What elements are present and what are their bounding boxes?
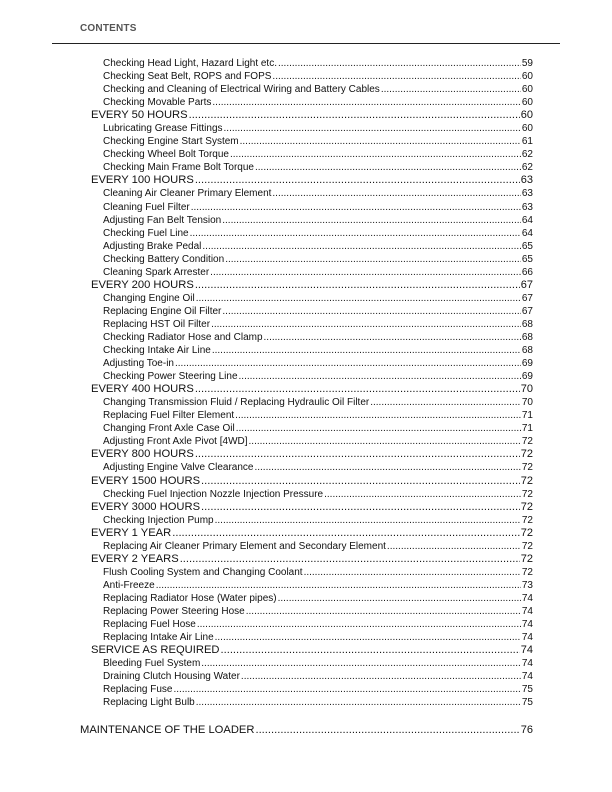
toc-entry-page-number: 70 [520,383,533,396]
toc-entry-title: Checking Power Steering Line [103,371,238,383]
toc-entry-title: Checking Injection Pump [103,514,214,526]
toc-entry-page-number: 62 [521,149,533,161]
toc-entry-page-number: 65 [521,240,533,252]
toc-entry[interactable] [103,318,533,331]
toc-entry[interactable] [103,122,533,135]
page-header: CONTENTS [80,23,137,34]
toc-entry[interactable] [103,422,533,435]
dot-leader [240,135,521,148]
dot-leader [190,227,521,240]
dot-leader [202,240,520,253]
toc-entry-title: Replacing Radiator Hose (Water pipes) [103,592,277,604]
toc-entry-title: Anti-Freeze [103,579,155,591]
toc-entry-page-number: 64 [521,214,533,226]
toc-section-heading[interactable] [91,475,533,488]
toc-entry[interactable] [103,657,533,670]
toc-entry[interactable] [103,96,533,109]
dot-leader [215,514,521,527]
table-of-contents [0,57,612,737]
toc-entry-title: Replacing Fuel Hose [103,619,196,631]
dot-leader [254,461,520,474]
toc-entry[interactable] [103,579,533,592]
dot-leader [222,305,520,318]
dot-leader [387,540,521,553]
toc-chapter-heading[interactable] [80,724,533,737]
toc-entry-page-number: 74 [520,644,533,657]
toc-entry-page-number: 71 [521,410,533,422]
toc-entry-title: EVERY 100 HOURS [91,174,194,187]
header-rule [52,43,560,44]
toc-entry-page-number: 72 [520,526,533,539]
dot-leader [175,357,521,370]
toc-entry-title: Checking Engine Start System [103,136,239,148]
toc-entry-title: Checking Wheel Bolt Torque [103,149,229,161]
toc-entry-title: Replacing Engine Oil Filter [103,305,222,317]
toc-entry-title: SERVICE AS REQUIRED [91,644,220,657]
dot-leader [201,475,520,488]
dot-leader [236,422,521,435]
toc-entry[interactable] [103,396,533,409]
toc-entry-title: Replacing Power Steering Hose [103,605,245,617]
toc-entry-title: Cleaning Spark Arrester [103,266,210,278]
dot-leader [381,83,521,96]
toc-entry-page-number: 72 [520,552,533,565]
toc-entry[interactable] [103,461,533,474]
toc-entry-page-number: 68 [521,331,533,343]
dot-leader [173,683,520,696]
dot-leader [195,174,520,187]
dot-leader [246,605,521,618]
toc-entry-page-number: 59 [521,58,533,69]
dot-leader [249,435,521,448]
dot-leader [230,148,521,161]
toc-entry-title: Replacing Air Cleaner Primary Element and Secondary Element [103,540,386,552]
toc-entry[interactable] [103,148,533,161]
toc-section-heading[interactable] [91,174,533,187]
toc-entry-title: EVERY 3000 HOURS [91,500,201,513]
toc-entry-title: MAINTENANCE OF THE LOADER [80,724,255,737]
dot-leader [195,383,520,396]
dot-leader [235,409,521,422]
dot-leader [224,122,521,135]
toc-section-heading[interactable] [91,527,533,540]
toc-entry-page-number: 71 [521,423,533,435]
toc-entry-page-number: 66 [521,266,533,278]
toc-entry-page-number: 74 [521,658,533,670]
toc-entry-title: Adjusting Front Axle Pivot [4WD] [103,436,248,448]
toc-entry-page-number: 72 [521,488,533,500]
toc-entry[interactable] [103,331,533,344]
dot-leader [222,214,521,227]
dot-leader [221,644,520,657]
toc-entry-page-number: 67 [521,305,533,317]
toc-section-heading[interactable] [91,109,533,122]
toc-entry-title: Cleaning Fuel Filter [103,201,190,213]
toc-entry-title: EVERY 800 HOURS [91,448,194,461]
toc-entry-page-number: 65 [521,253,533,265]
toc-entry-page-number: 75 [521,684,533,696]
toc-entry[interactable] [103,370,533,383]
toc-entry-page-number: 74 [521,619,533,631]
toc-entry[interactable] [103,201,533,214]
toc-entry-title: Changing Front Axle Case Oil [103,423,235,435]
toc-entry-page-number: 62 [521,162,533,174]
toc-entry[interactable] [103,344,533,357]
toc-entry-page-number: 74 [521,605,533,617]
toc-entry-title: Changing Engine Oil [103,292,195,304]
toc-entry-title: Cleaning Air Cleaner Primary Element [103,188,272,200]
toc-entry-page-number: 75 [521,697,533,709]
toc-entry[interactable] [103,305,533,318]
dot-leader [272,70,520,83]
toc-entry[interactable] [103,514,533,527]
toc-entry[interactable] [103,618,533,631]
toc-section-heading[interactable] [91,383,533,396]
toc-entry[interactable] [103,161,533,174]
toc-entry-title: Adjusting Engine Valve Clearance [103,462,254,474]
toc-entry-page-number: 69 [521,358,533,370]
toc-entry[interactable] [103,240,533,253]
dot-leader [212,96,520,109]
toc-entry-page-number: 72 [521,566,533,578]
dot-leader [196,696,521,709]
dot-leader [278,57,521,70]
toc-entry-title: EVERY 50 HOURS [91,109,188,122]
toc-entry-title: Checking Battery Condition [103,253,225,265]
toc-entry[interactable] [103,566,533,579]
toc-entry-title: Replacing Fuel Filter Element [103,410,235,422]
toc-entry[interactable] [103,135,533,148]
toc-section-heading[interactable] [91,448,533,461]
dot-leader [304,566,521,579]
dot-leader [210,266,521,279]
toc-entry[interactable] [103,488,533,501]
toc-entry[interactable] [103,540,533,553]
toc-entry-page-number: 72 [520,500,533,513]
toc-entry-page-number: 74 [521,592,533,604]
dot-leader [156,579,521,592]
dot-leader [201,501,520,514]
toc-entry-title: Checking and Cleaning of Electrical Wiring and Battery Cables [103,84,380,96]
toc-entry-page-number: 74 [521,632,533,644]
toc-entry[interactable] [103,187,533,200]
toc-entry-title: Checking Intake Air Line [103,345,211,357]
dot-leader [264,331,521,344]
dot-leader [239,370,521,383]
toc-entry[interactable] [103,670,533,683]
toc-section-heading[interactable] [91,644,533,657]
toc-entry-title: Replacing HST Oil Filter [103,318,211,330]
toc-entry-page-number: 68 [521,318,533,330]
toc-entry-title: EVERY 400 HOURS [91,383,194,396]
toc-entry-title: Checking Fuel Injection Nozzle Injection Pressure [103,488,324,500]
toc-entry-page-number: 60 [521,71,533,83]
toc-entry-title: EVERY 200 HOURS [91,278,194,291]
toc-entry-title: Replacing Light Bulb [103,697,195,709]
dot-leader [255,724,519,737]
dot-leader [324,488,521,501]
dot-leader [225,253,521,266]
toc-entry-page-number: 76 [520,724,533,737]
dot-leader [255,161,521,174]
toc-entry-page-number: 72 [520,474,533,487]
dot-leader [215,631,521,644]
toc-entry-page-number: 63 [520,174,533,187]
toc-entry[interactable] [103,253,533,266]
toc-entry[interactable] [103,357,533,370]
toc-entry-title: Checking Seat Belt, ROPS and FOPS [103,71,272,83]
toc-entry[interactable] [103,266,533,279]
toc-entry-title: Flush Cooling System and Changing Coolant [103,566,303,578]
dot-leader [195,279,520,292]
dot-leader [172,527,520,540]
toc-entry-page-number: 60 [521,123,533,135]
toc-section-heading[interactable] [91,501,533,514]
toc-entry-page-number: 60 [521,84,533,96]
toc-entry-title: Adjusting Fan Belt Tension [103,214,222,226]
toc-entry-page-number: 69 [521,371,533,383]
toc-entry-title: Replacing Intake Air Line [103,632,214,644]
dot-leader [278,592,521,605]
toc-entry[interactable] [103,592,533,605]
toc-entry-title: Lubricating Grease Fittings [103,123,223,135]
dot-leader [212,344,521,357]
dot-leader [180,553,520,566]
toc-entry[interactable] [103,435,533,448]
toc-entry-title: Checking Movable Parts [103,97,212,109]
dot-leader [241,670,521,683]
toc-entry-page-number: 64 [521,227,533,239]
toc-entry-title: Checking Head Light, Hazard Light etc. [103,58,277,69]
toc-entry-title: Changing Transmission Fluid / Replacing Hydraulic Oil Filter [103,397,370,409]
toc-entry-page-number: 60 [520,109,533,122]
toc-entry-page-number: 61 [521,136,533,148]
toc-section-heading[interactable] [91,553,533,566]
toc-entry-title: Adjusting Brake Pedal [103,240,202,252]
toc-entry-title: EVERY 1500 HOURS [91,474,201,487]
toc-entry-page-number: 72 [520,448,533,461]
toc-entry-title: Adjusting Toe-in [103,358,174,370]
dot-leader [189,109,520,122]
toc-entry[interactable] [103,83,533,96]
toc-entry-page-number: 67 [521,292,533,304]
toc-entry-page-number: 68 [521,345,533,357]
toc-entry-page-number: 73 [521,579,533,591]
toc-entry-page-number: 67 [520,278,533,291]
toc-entry-page-number: 63 [521,201,533,213]
toc-entry-title: EVERY 1 YEAR [91,526,172,539]
toc-entry-page-number: 72 [521,462,533,474]
dot-leader [195,448,520,461]
section-spacer [0,709,612,724]
toc-entry-page-number: 63 [521,188,533,200]
dot-leader [211,318,521,331]
toc-entry[interactable] [103,227,533,240]
toc-entry-page-number: 72 [521,514,533,526]
toc-entry-title: Checking Main Frame Bolt Torque [103,162,254,174]
toc-section-heading[interactable] [91,279,533,292]
toc-entry-page-number: 70 [521,397,533,409]
dot-leader [370,396,521,409]
toc-entry[interactable] [103,631,533,644]
dot-leader [196,292,521,305]
toc-entry[interactable] [103,214,533,227]
dot-leader [201,657,521,670]
dot-leader [197,618,521,631]
toc-entry-title: EVERY 2 YEARS [91,552,179,565]
toc-entry-title: Replacing Fuse [103,684,173,696]
toc-entry-page-number: 72 [521,540,533,552]
toc-entry-page-number: 74 [521,671,533,683]
toc-entry[interactable] [103,605,533,618]
toc-entry[interactable] [103,696,533,709]
toc-entry[interactable] [103,683,533,696]
toc-entry-page-number: 72 [521,436,533,448]
toc-entry[interactable] [103,70,533,83]
dot-leader [191,201,521,214]
toc-entry[interactable] [103,409,533,422]
toc-entry-title: Checking Fuel Line [103,227,189,239]
toc-entry[interactable] [103,292,533,305]
toc-entry-title: Bleeding Fuel System [103,658,201,670]
toc-entry-title: Draining Clutch Housing Water [103,671,240,683]
toc-entry-page-number: 60 [521,97,533,109]
toc-entry[interactable] [103,57,533,70]
dot-leader [272,187,520,200]
toc-entry-title: Checking Radiator Hose and Clamp [103,331,263,343]
